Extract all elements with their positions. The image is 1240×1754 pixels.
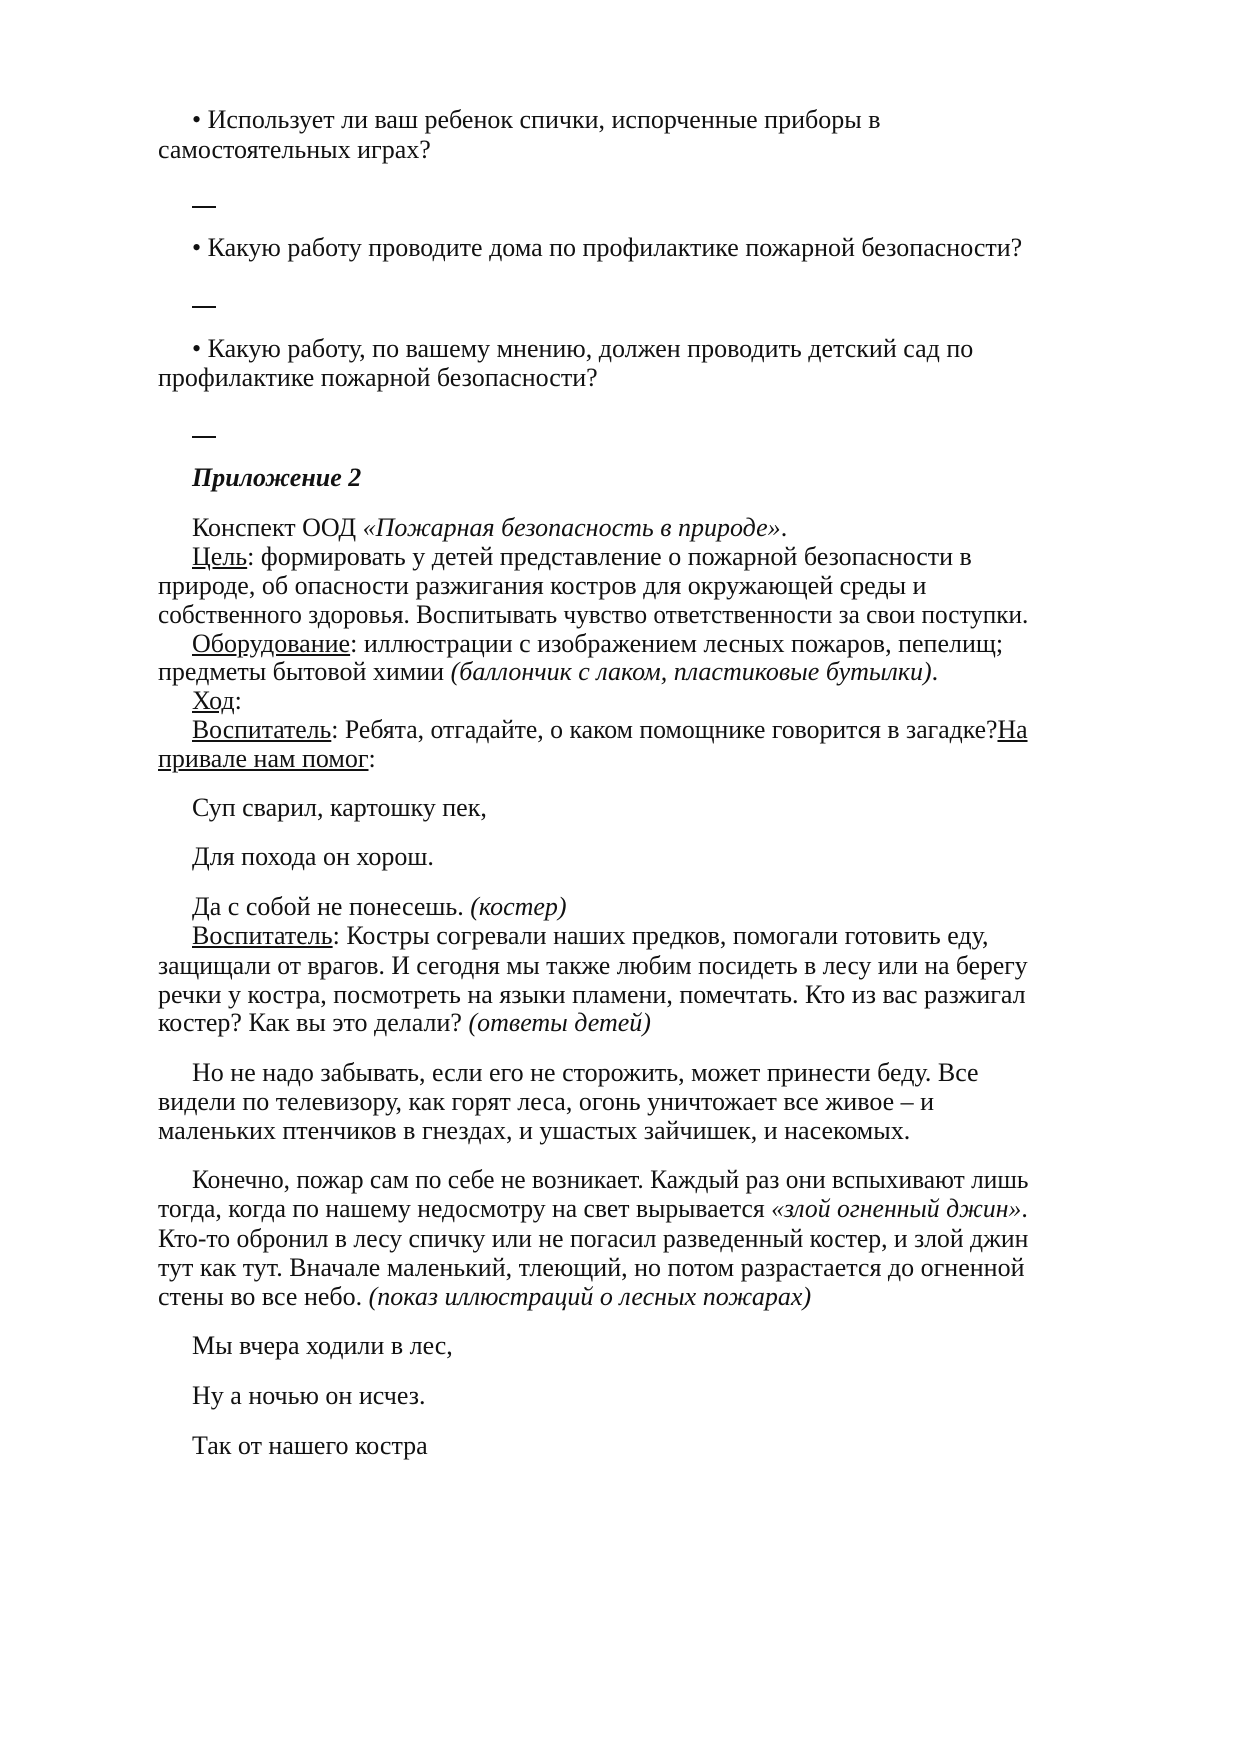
text-line (158, 571, 926, 601)
text-line (192, 686, 242, 716)
text-line (158, 1087, 934, 1117)
text-segment: : иллюстрации с изображением лесных пожаров, пепелищ; (350, 629, 1004, 658)
text-line (192, 513, 787, 543)
text-segment: видели по телевизору, как горят леса, огонь уничтожает все живое – и (158, 1087, 935, 1116)
text-segment: : (234, 686, 242, 715)
text-line (192, 105, 880, 135)
text-segment: . (780, 513, 788, 542)
text-segment: : Костры согревали наших предков, помогали готовить еду, (332, 921, 989, 950)
text-line (192, 715, 1028, 745)
text-line (158, 1116, 910, 1146)
text-line (158, 951, 1028, 981)
text-segment: маленьких птенчиков в гнездах, и ушастых зайчишек, и насекомых. (158, 1116, 911, 1145)
text-segment: Мы вчера ходили в лес, (192, 1331, 453, 1360)
text-line (158, 1253, 1025, 1283)
italic-text: (ответы детей) (468, 1008, 651, 1037)
underlined-label: Оборудование (192, 629, 351, 658)
text-line (192, 463, 361, 493)
text-segment: Кто-то обронил в лесу спичку или не погасил разведенный костер, и злой джин (158, 1224, 1029, 1253)
text-segment: • Использует ли ваш ребенок спички, испорченные приборы в (192, 105, 881, 134)
text-segment: тогда, когда по нашему недосмотру на свет вырывается (158, 1194, 772, 1223)
text-line (158, 744, 376, 774)
text-segment: Да с собой не понесешь. (192, 892, 471, 921)
text-line (192, 1381, 425, 1411)
text-segment: : Ребята, отгадайте, о каком помощнике говорится в загадке? (331, 715, 998, 744)
text-line (192, 793, 487, 823)
text-line (192, 1058, 979, 1088)
text-segment: : (368, 744, 376, 773)
text-line (158, 1008, 651, 1038)
text-line (192, 1331, 453, 1361)
underlined-label: Цель (192, 542, 248, 571)
text-segment: • Какую работу проводите дома по профилактике пожарной безопасности? (192, 233, 1023, 262)
text-segment: Суп сварил, картошку пек, (192, 793, 487, 822)
text-segment: самостоятельных играх? (158, 135, 431, 164)
text-line (192, 542, 972, 572)
underlined-label: Воспитатель (192, 921, 333, 950)
underlined-label: Ход (192, 686, 235, 715)
text-segment: . (931, 657, 939, 686)
text-segment: Для похода он хорош. (192, 842, 434, 871)
text-segment: костер? Как вы это делали? (158, 1008, 469, 1037)
text-segment: защищали от врагов. И сегодня мы также любим посидеть в лесу или на берегу (158, 951, 1028, 980)
text-line (192, 233, 1022, 263)
text-line (192, 629, 1003, 659)
italic-text: (баллончик с лаком, пластиковые бутылки) (450, 657, 932, 686)
text-line (192, 921, 989, 951)
text-line (192, 1431, 428, 1461)
text-line (192, 892, 567, 922)
appendix-heading: Приложение 2 (192, 463, 362, 492)
text-segment: Ну а ночью он исчез. (192, 1381, 426, 1410)
text-segment: стены во все небо. (158, 1282, 369, 1311)
text-line (158, 600, 1028, 630)
text-line (158, 1224, 1028, 1254)
underlined-label: Воспитатель (192, 715, 332, 744)
underlined-label: На (997, 715, 1028, 744)
text-line (158, 135, 431, 165)
text-line (158, 657, 938, 687)
text-line (158, 1282, 811, 1312)
italic-text: (показ иллюстраций о лесных пожарах) (368, 1282, 812, 1311)
italic-text: «злой огненный джин» (771, 1194, 1022, 1223)
underlined-label: привале нам помог (158, 744, 369, 773)
text-segment: речки у костра, посмотреть на языки пламени, помечтать. Кто из вас разжигал (158, 980, 1026, 1009)
text-segment: Конечно, пожар сам по себе не возникает. Каждый раз они вспыхивают лишь (192, 1165, 1029, 1194)
text-line (192, 842, 434, 872)
text-segment: • Какую работу, по вашему мнению, должен проводить детский сад по (192, 334, 974, 363)
answer-blank-line (192, 306, 216, 308)
text-segment: профилактике пожарной безопасности? (158, 363, 598, 392)
text-line (158, 1194, 1028, 1224)
text-line (192, 334, 973, 364)
text-segment: предметы бытовой химии (158, 657, 451, 686)
answer-blank-line (192, 206, 216, 208)
answer-blank-line (192, 436, 216, 438)
text-segment: Так от нашего костра (192, 1431, 428, 1460)
text-line (192, 1165, 1028, 1195)
text-segment: собственного здоровья. Воспитывать чувство ответственности за свои поступки. (158, 600, 1029, 629)
italic-text: (костер) (470, 892, 567, 921)
text-segment: Конспект ООД (192, 513, 363, 542)
text-line (158, 363, 598, 393)
text-segment: тут как тут. Вначале маленький, тлеющий, но потом разрастается до огненной (158, 1253, 1025, 1282)
text-line (158, 980, 1026, 1010)
text-segment: . (1021, 1194, 1028, 1223)
italic-text: «Пожарная безопасность в природе» (362, 513, 781, 542)
text-segment: : формировать у детей представление о пожарной безопасности в (247, 542, 972, 571)
text-segment: Но не надо забывать, если его не сторожить, может принести беду. Все (192, 1058, 979, 1087)
text-segment: природе, об опасности разжигания костров для окружающей среды и (158, 571, 927, 600)
